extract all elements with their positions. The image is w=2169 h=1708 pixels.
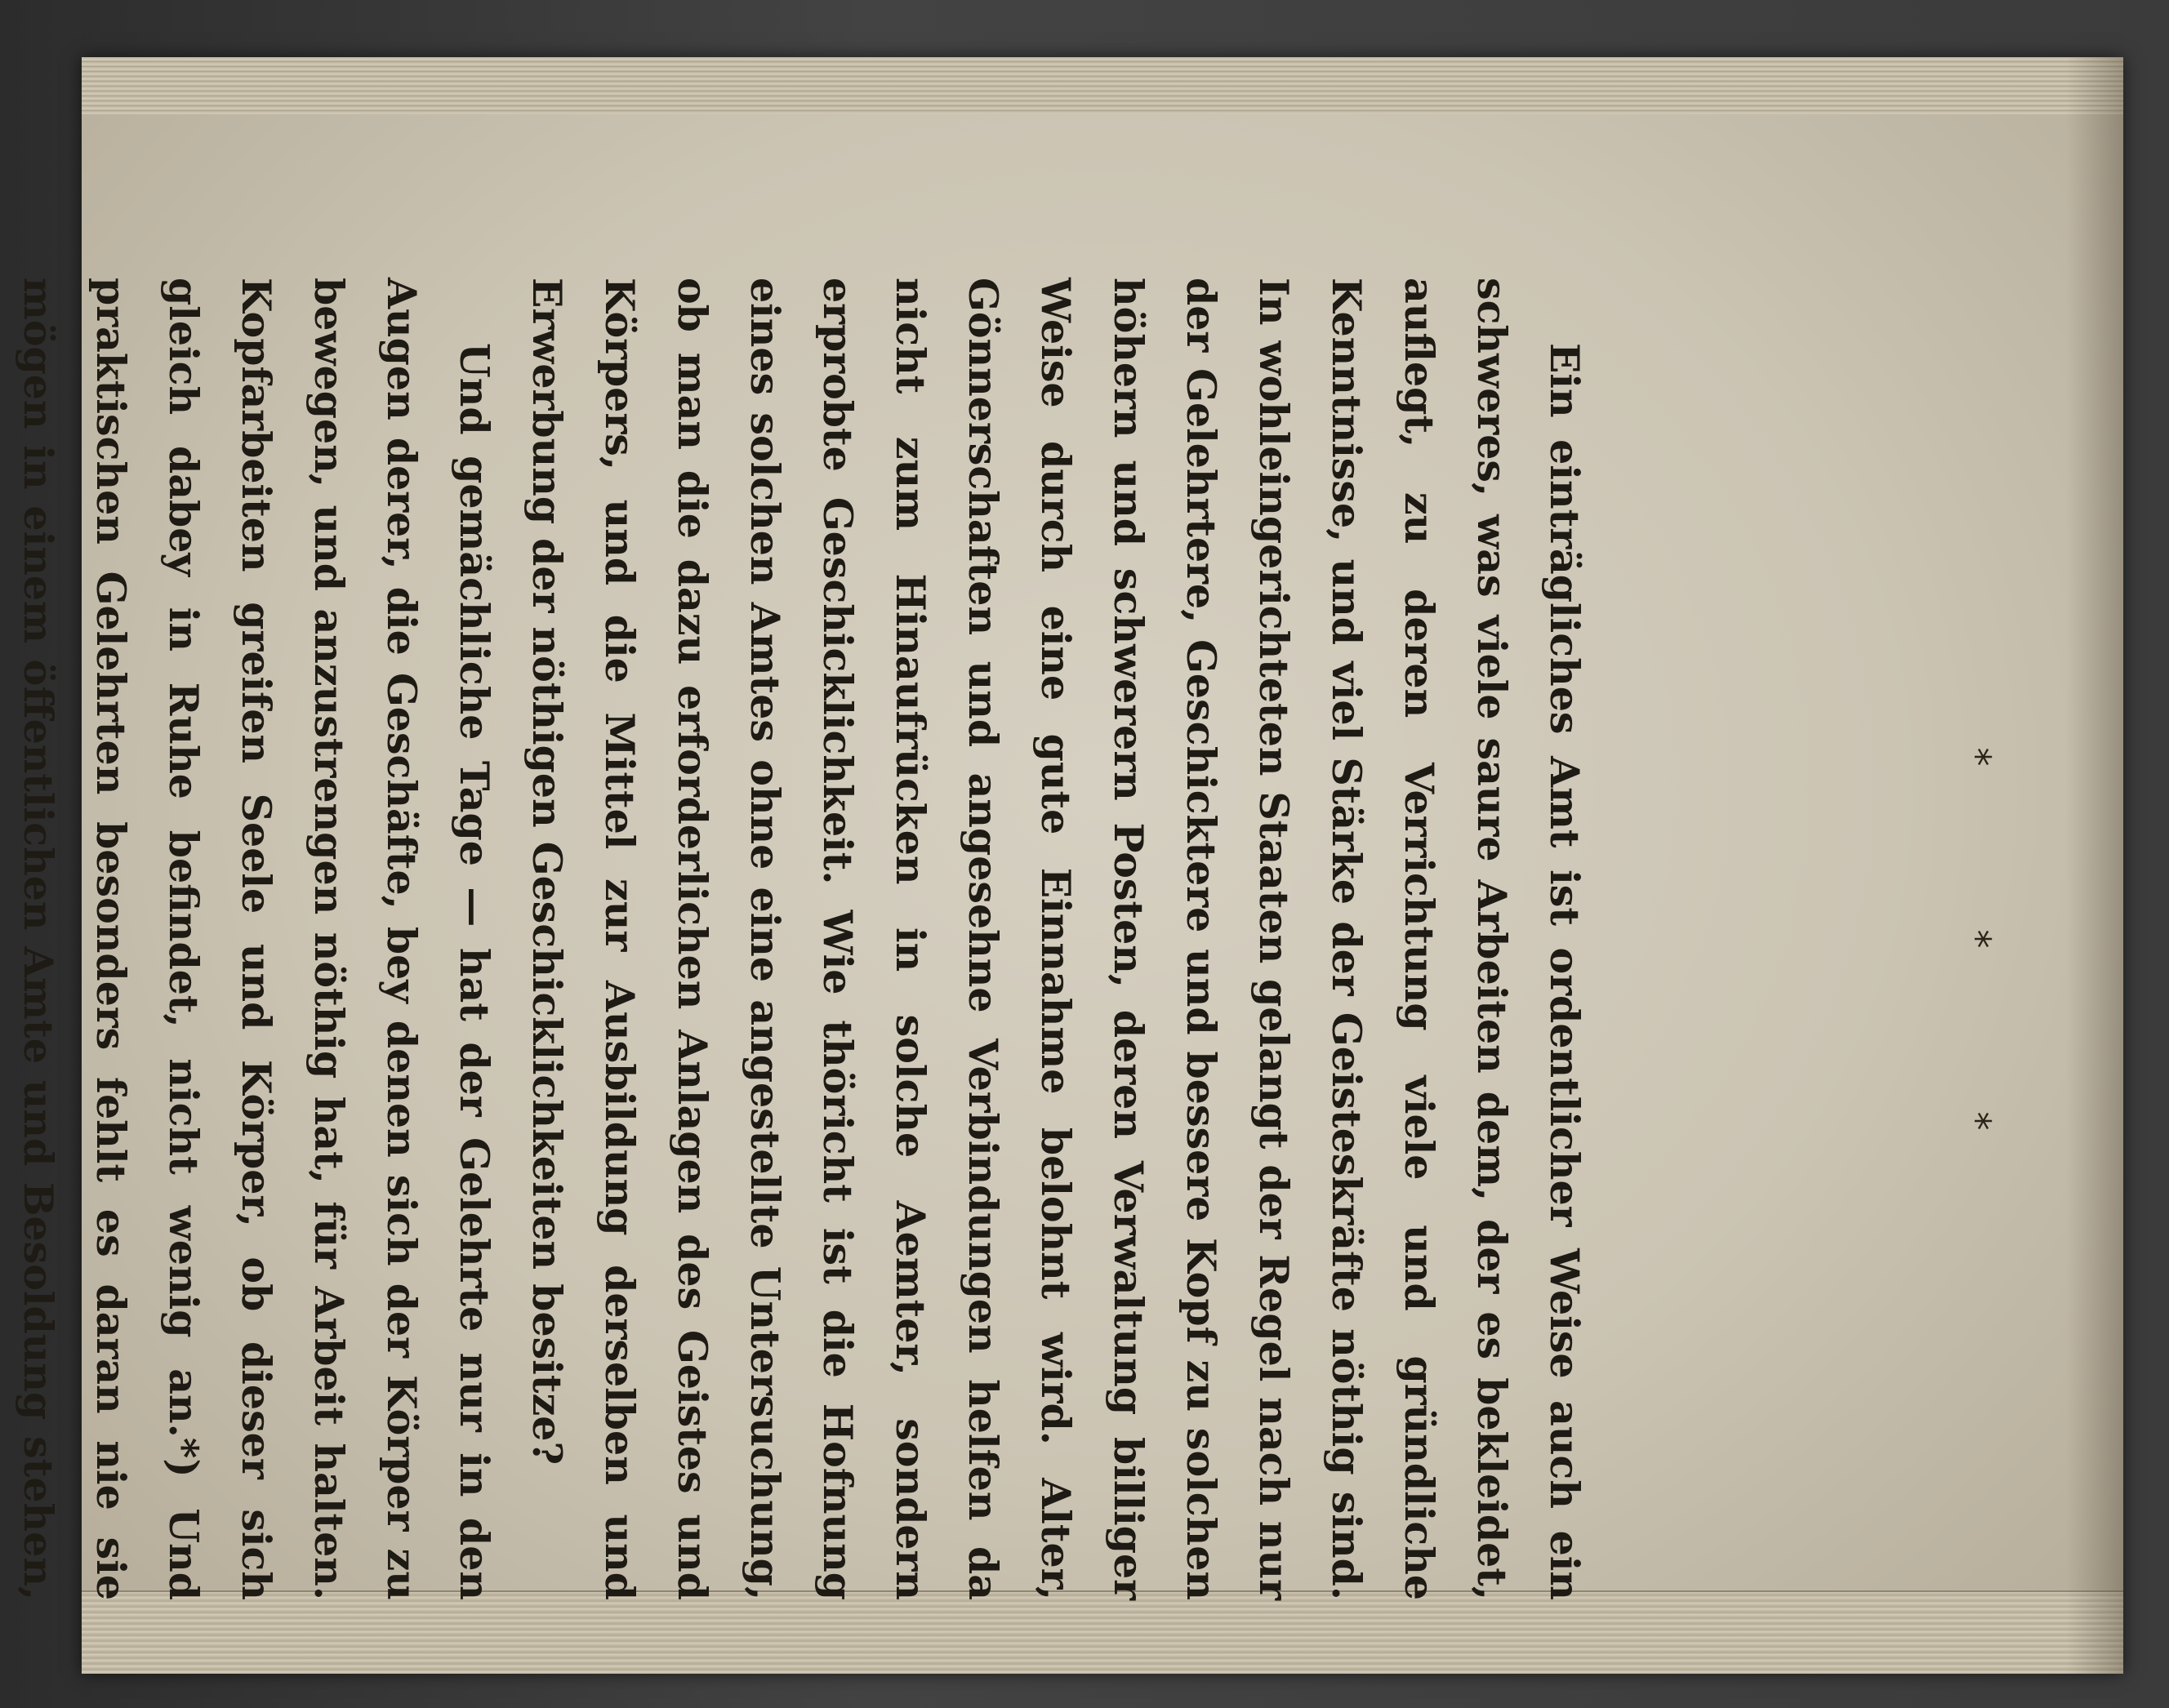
ornament-star: * <box>1954 1111 1998 1131</box>
section-ornament <box>1944 735 2009 1143</box>
book-gutter <box>2066 57 2123 1674</box>
paragraph-2: Und gemächliche Tage — hat der Gelehrte nur in den Augen derer, die Geschäfte, bey denen sich der Körper zu bewegen, und anzustrengen nöthig hat, für Arbeit halten. Kopfarbeiten greifen Seele und Körper, ob dieser sich gleich dabey in Ruhe befindet, nicht wenig an.*) Und praktischen Gelehrten besonders fehlt es daran nie sie mögen in einem öffentlichen Amte und Besoldung stehen, <box>15 278 498 1600</box>
page-edge-top <box>82 57 2123 114</box>
rotated-text-block <box>15 278 1601 1600</box>
ornament-star: * <box>1954 929 1998 949</box>
ornament-star: * <box>1954 747 1998 767</box>
paragraph-1: Ein einträgliches Amt ist ordentlicher Weise auch ein schweres, was viele saure Arbeiten dem, der es bekleidet, auflegt, zu deren Verrichtung viele und gründliche Kenntnisse, und viel Stärke der Geisteskräfte nöthig sind. In wohleingerichteten Staaten gelangt der Regel nach nur der Gelehrtere, Geschicktere und bessere Kopf zu solchen höhern und schwerern Posten, deren Verwaltung billiger Weise durch eine gute Einnahme belohnt wird. Alter, Gönnerschaften und angesehne Verbindungen helfen da nicht zum Hinaufrücken in solche Aemter, sondern erprobte Geschicklichkeit. Wie thöricht ist die Hofnung eines solchen Amtes ohne eine angestellte Untersuchung, ob man die dazu erforderlichen Anlagen des Geistes und Körpers, und die Mittel zur Ausbildung derselben und Erwerbung der nöthigen Geschicklichkeiten besitze? <box>523 278 1588 1600</box>
page-edge-bottom <box>82 1590 2123 1674</box>
